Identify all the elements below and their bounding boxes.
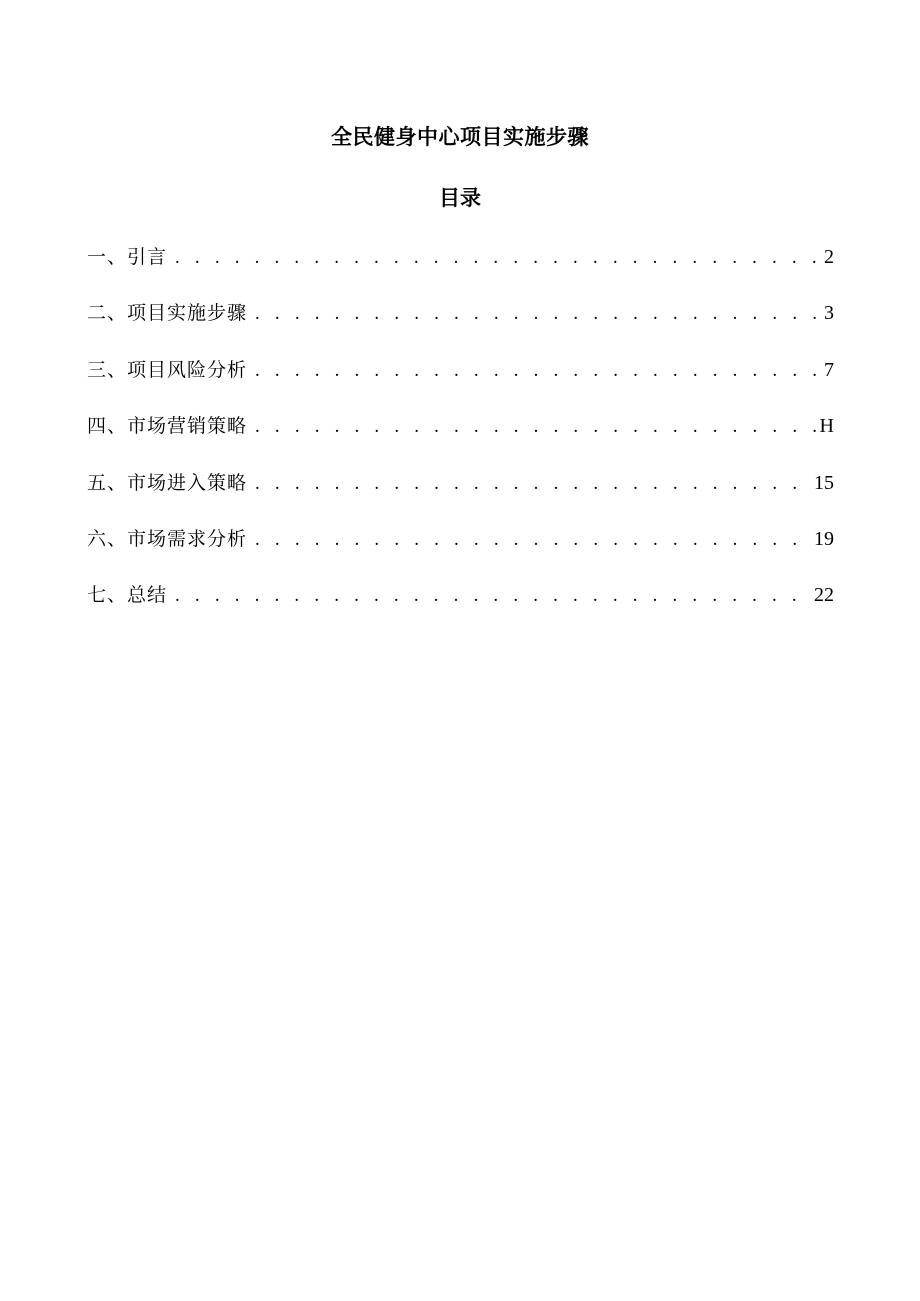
toc-dot-leader [255,469,810,499]
toc-entry-label: 四、市场营销策略 [87,415,248,438]
toc-entry-page: H [819,415,834,438]
toc-entry-label: 五、市场进入策略 [87,471,248,494]
toc-entry-page: 3 [824,302,834,325]
toc-entry-summary[interactable] [87,580,834,636]
toc-entry-market-demand-analysis[interactable] [87,524,834,580]
toc-dot-leader [255,356,820,386]
toc-entry-label: 二、项目实施步骤 [87,302,248,325]
toc-entry-market-entry-strategy[interactable] [87,468,834,524]
toc-heading: 目录 [439,186,481,210]
toc-entry-page: 7 [824,358,834,381]
document-title: 全民健身中心项目实施步骤 [331,125,589,149]
toc-entry-introduction[interactable] [87,242,834,298]
toc-dot-leader [175,581,810,611]
toc-dot-leader [255,299,820,329]
toc-dot-leader [255,412,816,442]
toc-entry-marketing-strategy[interactable] [87,411,834,467]
toc-entry-page: 2 [824,246,834,268]
table-of-contents [87,242,834,637]
toc-entry-label: 一、引言 [87,246,168,268]
toc-entry-label: 六、市场需求分析 [87,527,248,550]
toc-dot-leader [175,243,820,273]
toc-entry-risk-analysis[interactable] [87,355,834,411]
toc-dot-leader [255,525,810,555]
toc-entry-page: 22 [814,584,834,607]
toc-entry-implementation-steps[interactable] [87,298,834,354]
toc-entry-label: 三、项目风险分析 [87,358,248,381]
toc-entry-label: 七、总结 [87,584,168,607]
toc-entry-page: 15 [814,471,834,494]
toc-entry-page: 19 [814,527,834,550]
